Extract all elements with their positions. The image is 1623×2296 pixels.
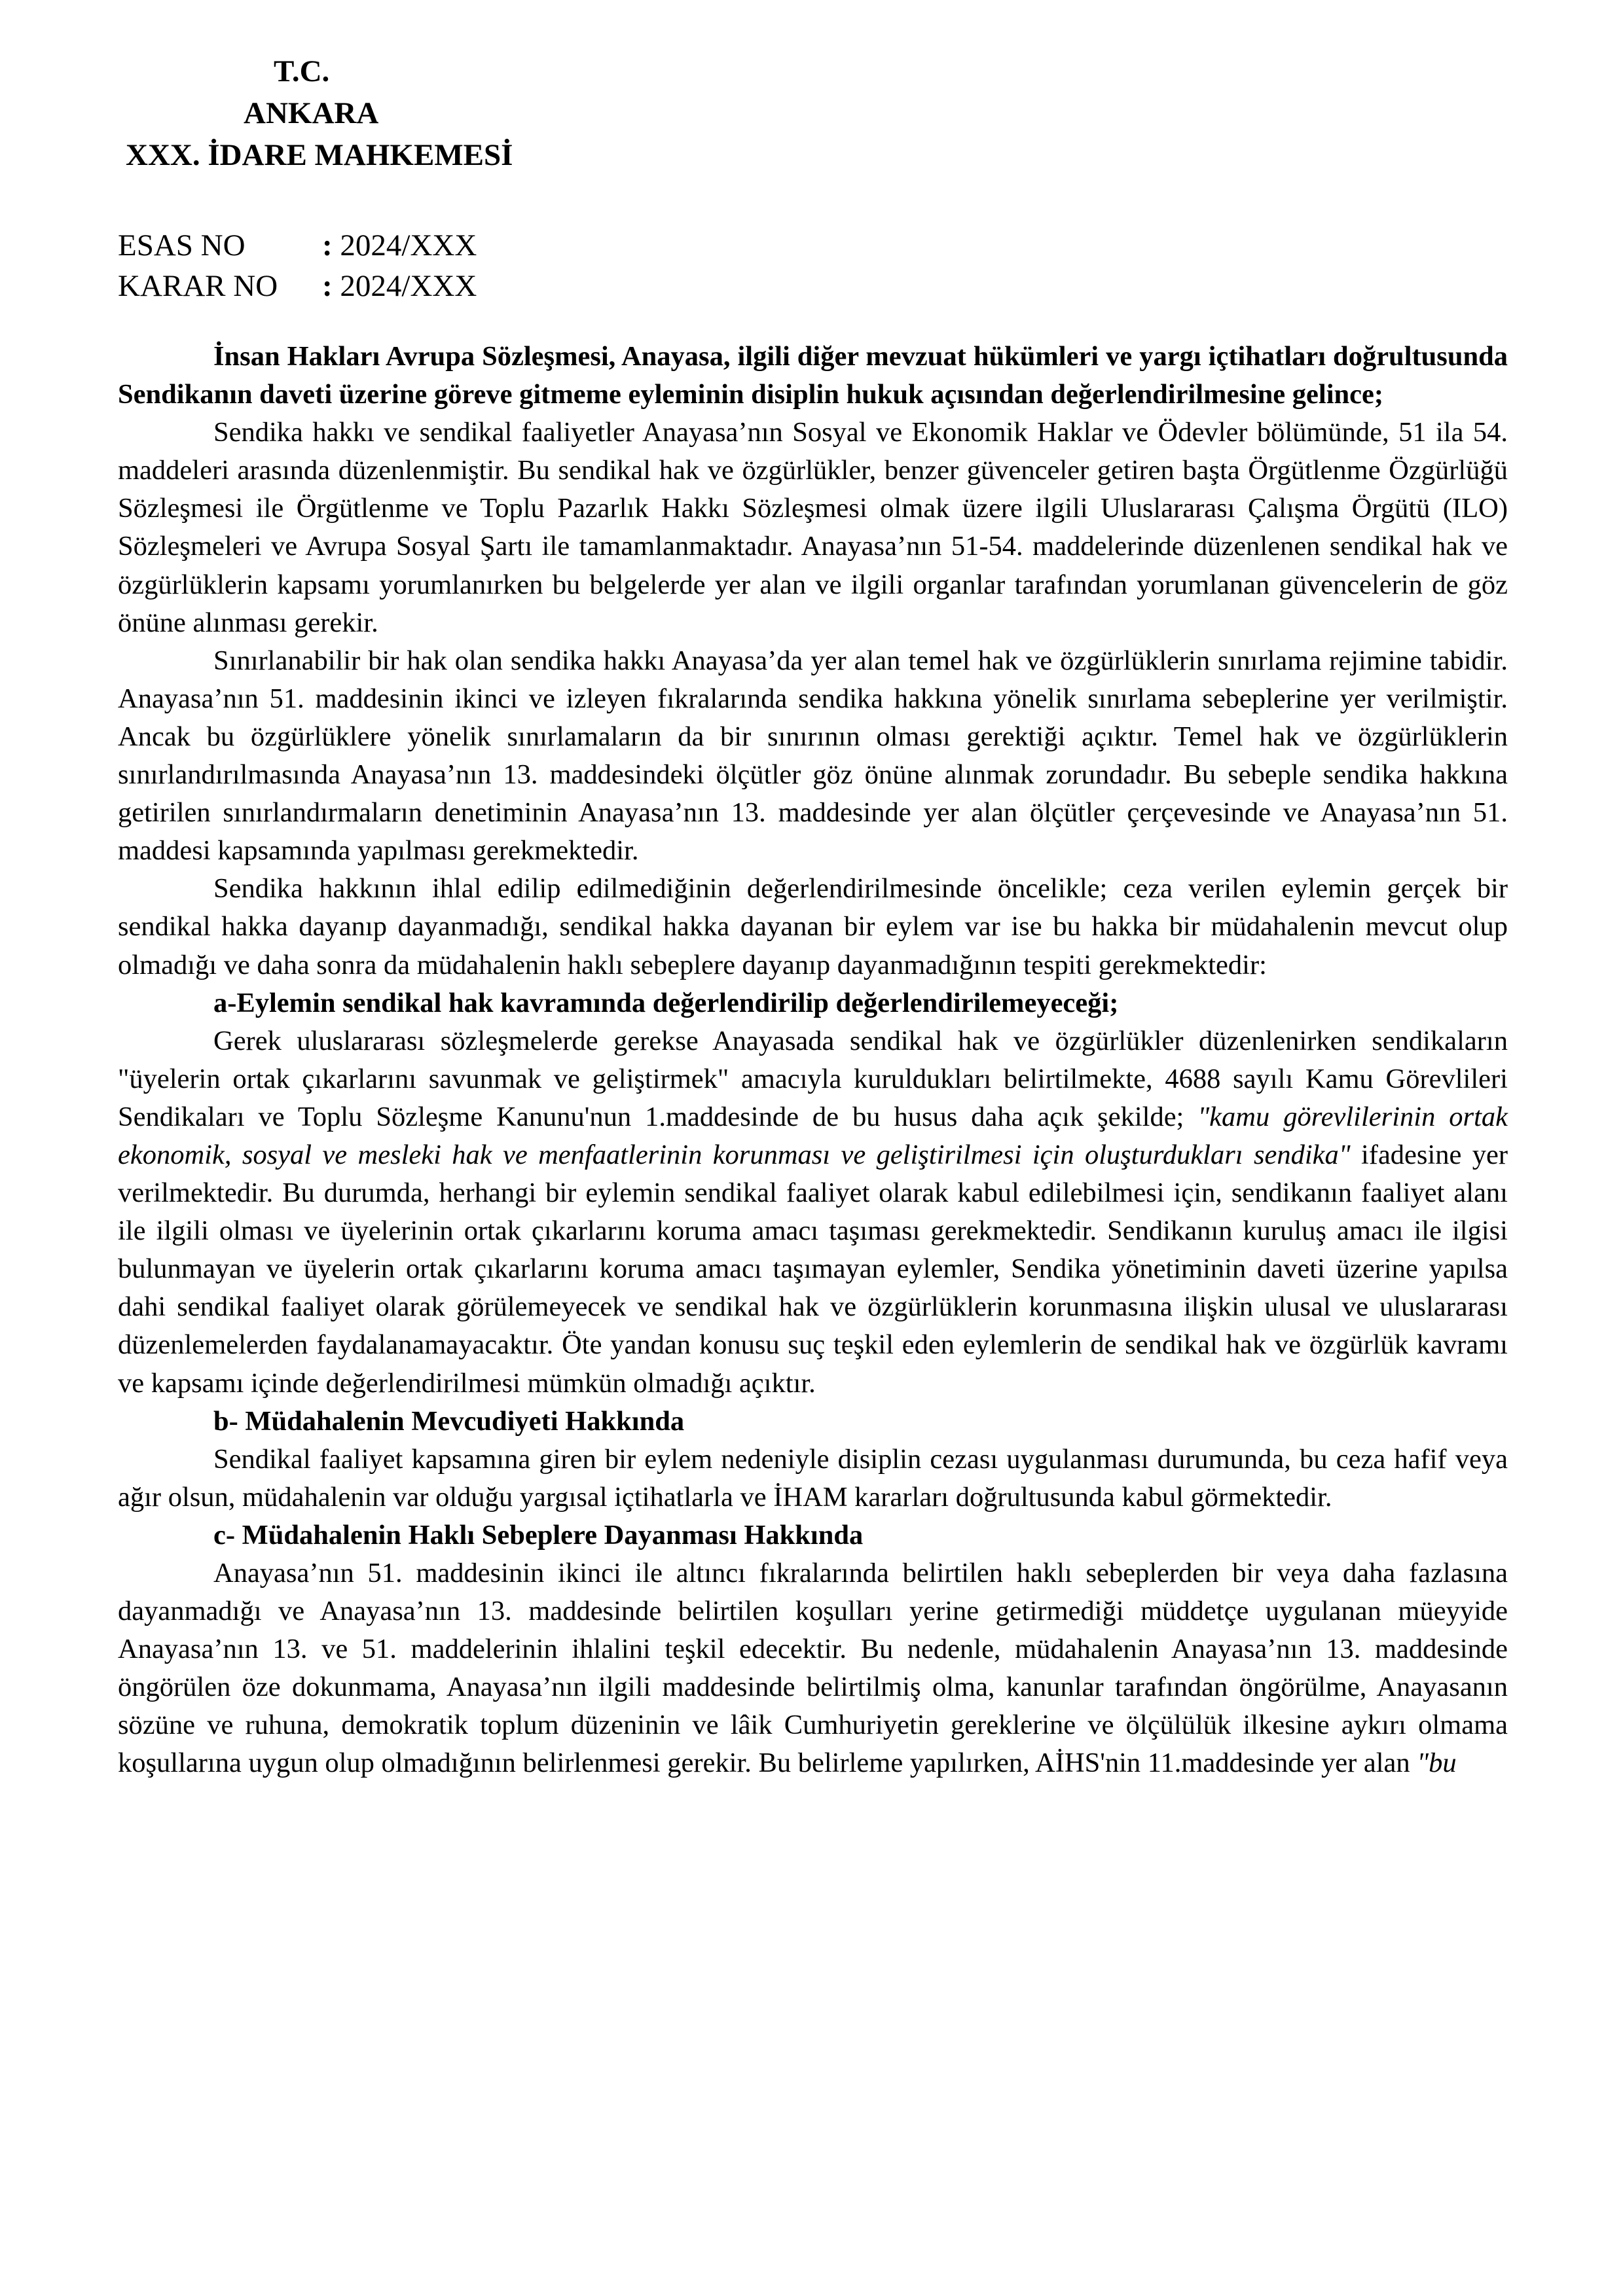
section-heading-b: b- Müdahalenin Mevcudiyeti Hakkında xyxy=(213,1405,685,1437)
paragraph-6-quote: "bu xyxy=(1417,1748,1457,1779)
paragraph-4-quote: "kamu görevlilerinin ortak ekonomik, sosyal ve mesleki hak ve menfaatlerinin korunması ve geliştirilmesi için oluşturdukları sendika" xyxy=(118,1101,1508,1170)
karar-no-colon: : xyxy=(322,269,340,303)
header-court-name: XXX. İDARE MAHKEMESİ xyxy=(126,138,513,172)
paragraph-6 xyxy=(118,1554,1508,1783)
paragraph-4 xyxy=(118,1022,1508,1403)
esas-no-row xyxy=(118,230,477,261)
document-body xyxy=(118,338,1508,1783)
header-tc: T.C. xyxy=(274,54,330,88)
intro-heading: İnsan Hakları Avrupa Sözleşmesi, Anayasa, ilgili diğer mevzuat hükümleri ve yargı içtihatları doğrultusunda Sendikanın daveti üzerine göreve gitmeme eyleminin disiplin hukuk açısından değerlendirilmesine gelince; xyxy=(118,341,1508,410)
paragraph-2: Sınırlanabilir bir hak olan sendika hakkı Anayasa’da yer alan temel hak ve özgürlüklerin sınırlama rejimine tabidir. Anayasa’nın 51. maddesinin ikinci ve izleyen fıkralarında sendika hakkına yönelik sınırlama sebeplerine yer verilmiştir. Ancak bu özgürlüklere yönelik sınırlamaların da bir sınırının olması gerektiği açıktır. Temel hak ve özgürlüklerin sınırlandırılmasında Anayasa’nın 13. maddesindeki ölçütler göz önüne alınmak zorundadır. Bu sebeple sendika hakkına getirilen sınırlandırmaların denetiminin Anayasa’nın 13. maddesinde yer alan ölçütler çerçevesinde ve Anayasa’nın 51. maddesi kapsamında yapılması gerekmektedir. xyxy=(118,645,1508,867)
karar-no-label: KARAR NO xyxy=(118,269,278,303)
paragraph-5: Sendikal faaliyet kapsamına giren bir eylem nedeniyle disiplin cezası uygulanması durumunda, bu ceza hafif veya ağır olsun, müdahalenin var olduğu yargısal içtihatlarla ve İHAM kararları doğrultusunda kabul görmektedir. xyxy=(118,1443,1508,1513)
paragraph-3: Sendika hakkının ihlal edilip edilmediğinin değerlendirilmesinde öncelikle; ceza verilen eylemin gerçek bir sendikal hakka dayanıp dayanmadığı, sendikal hakka dayanan bir eylem var ise bu hakka bir müdahalenin mevcut olup olmadığı ve daha sonra da müdahalenin haklı sebeplere dayanıp dayanmadığının tespiti gerekmektedir: xyxy=(118,873,1508,980)
paragraph-6-start: Anayasa’nın 51. maddesinin ikinci ile altıncı fıkralarında belirtilen haklı sebeplerden bir veya daha fazlasına dayanmadığı ve Anayasa’nın 13. maddesinde belirtilen koşulları yerine getirmediği müddetçe uygulanan müeyyide Anayasa’nın 13. ve 51. maddelerinin ihlalini teşkil edecektir. Bu nedenle, müdahalenin Anayasa’nın 13. maddesinde öngörülen öze dokunmama, Anayasa’nın ilgili maddesinde belirtilmiş olma, kanunlar tarafından öngörülme, Anayasanın sözüne ve ruhuna, demokratik toplum düzeninin ve lâik Cumhuriyetin gereklerine ve ölçülülük ilkesine aykırı olmama koşullarına uygun olup olmadığının belirlenmesi gerekir. Bu belirleme yapılırken, AİHS'nin 11.maddesinde yer alan xyxy=(118,1558,1508,1779)
karar-no-value: 2024/XXX xyxy=(340,269,477,303)
paragraph-1: Sendika hakkı ve sendikal faaliyetler Anayasa’nın Sosyal ve Ekonomik Haklar ve Ödevler bölümünde, 51 ila 54. maddeleri arasında düzenlenmiştir. Bu sendikal hak ve özgürlükler, benzer güvenceler getiren başta Örgütlenme Özgürlüğü Sözleşmesi ile Örgütlenme ve Toplu Pazarlık Hakkı Sözleşmesi olmak üzere ilgili Uluslararası Çalışma Örgütü (ILO) Sözleşmeleri ve Avrupa Sosyal Şartı ile tamamlanmaktadır. Anayasa’nın 51-54. maddelerinde düzenlenen sendikal hak ve özgürlüklerin kapsamı yorumlanırken bu belgelerde yer alan ve ilgili organlar tarafından yorumlanan güvencelerin de göz önüne alınması gerekir. xyxy=(118,417,1508,638)
karar-no-row xyxy=(118,271,477,302)
esas-no-label: ESAS NO xyxy=(118,228,246,262)
esas-no-value: 2024/XXX xyxy=(340,228,477,262)
paragraph-4-start: Gerek uluslararası sözleşmelerde gerekse Anayasada sendikal hak ve özgürlükler düzenlenirken sendikaların "üyelerin ortak çıkarlarını savunmak ve geliştirmek" amacıyla kuruldukları belirtilmekte, 4688 sayılı Kamu Görevlileri Sendikaları ve Toplu Sözleşme Kanunu'nun 1.maddesinde de bu husus daha açık şekilde; xyxy=(118,1025,1508,1132)
section-heading-c: c- Müdahalenin Haklı Sebeplere Dayanması Hakkında xyxy=(213,1519,864,1551)
paragraph-4-end: ifadesine yer verilmektedir. Bu durumda, herhangi bir eylemin sendikal faaliyet olarak kabul edilebilmesi için, sendikanın faaliyet alanı ile ilgili olması ve üyelerinin ortak çıkarlarını koruma amacı taşıması gerekmektedir. Sendikanın kuruluş amacı ile ilgisi bulunmayan ve üyelerin ortak çıkarlarını koruma amacı taşımayan eylemler, Sendika yönetiminin daveti üzerine yapılsa dahi sendikal faaliyet olarak görülemeyecek ve sendikal hak ve özgürlüklerin korunmasına ilişkin ulusal ve uluslararası düzenlemelerden faydalanamayacaktır. Öte yandan konusu suç teşkil eden eylemlerin de sendikal hak ve özgürlük kavramı ve kapsamı içinde değerlendirilmesi mümkün olmadığı açıktır. xyxy=(118,1139,1508,1399)
section-heading-a: a-Eylemin sendikal hak kavramında değerlendirilip değerlendirilemeyeceği; xyxy=(213,987,1119,1018)
header-city: ANKARA xyxy=(244,96,379,130)
esas-no-colon: : xyxy=(322,228,340,262)
